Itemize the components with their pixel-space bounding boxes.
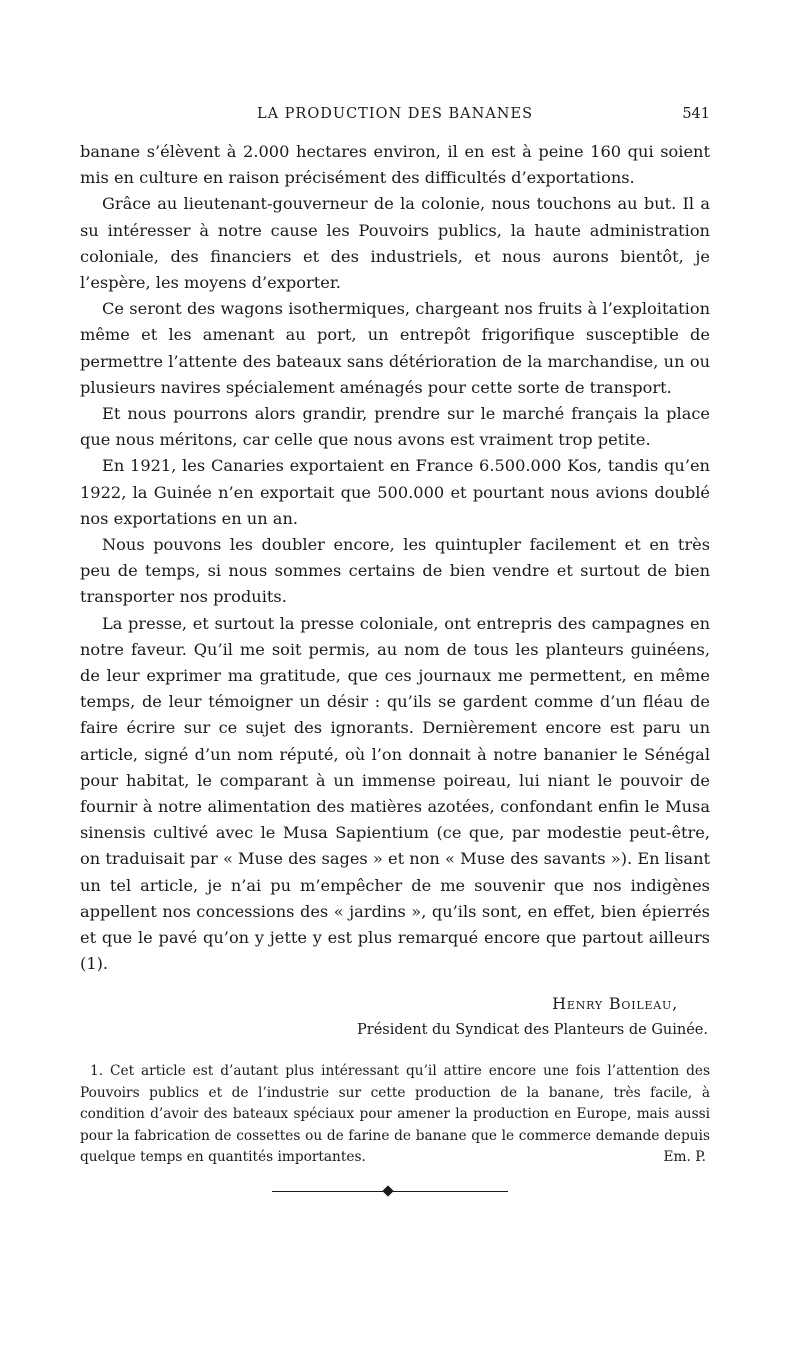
paragraph: banane s’élèvent à 2.000 hectares environ, il en est à peine 160 qui soient mis en culture en raison précisément des difficultés d’exportations. <box>80 142 710 188</box>
running-title: LA PRODUCTION DES BANANES <box>256 106 534 122</box>
paragraph: En 1921, les Canaries exportaient en France 6.500.000 Kos, tandis qu’en 1922, la Guinée n’en exportait que 500.000 et pourtant nous avions doublé nos exportations en un an. <box>80 456 710 528</box>
footnote <box>80 1061 710 1169</box>
running-header <box>80 106 710 128</box>
paragraph: La presse, et surtout la presse coloniale, ont entrepris des campagnes en notre faveur. Qu’il me soit permis, au nom de tous les planteurs guinéens, de leur exprimer ma gratitude, que ces journaux me permettent, en même temps, de leur témoigner un désir : qu’ils se gardent comme d’un fléau de faire écrire sur ce sujet des ignorants. Dernièrement encore est paru un article, signé d’un nom réputé, où l’on donnait à notre bananier le Sénégal pour habitat, le comparant à un immense poireau, lui niant le pouvoir de fournir à notre alimentation des matières azotées, confondant enfin le Musa sinensis cultivé avec le Musa Sapientium (ce que, par modestie peut-être, on traduisait par « Muse des sages » et non « Muse des savants »). En lisant un tel article, je n’ai pu m’empêcher de me souvenir que nos indigènes appellent nos concessions des « jardins », qu’ils sont, en effet, bien épierrés et que le pavé qu’on y jette y est plus remarqué encore que partout ailleurs (1). <box>80 613 710 974</box>
footnote-text: 1. Cet article est d’autant plus intéressant qu’il attire encore une fois l’attention des Pouvoirs publics et de l’industrie sur cette production de la banane, très facile, à condition d’avoir des bateaux spéciaux pour amener la production en Europe, mais aussi pour la fabrication de cossettes ou de farine de banane que le commerce demande depuis quelque temps en quantités importantes. <box>80 1063 710 1166</box>
paragraph: Ce seront des wagons isothermiques, chargeant nos fruits à l’exploitation même et les amenant au port, un entrepôt frigorifique susceptible de permettre l’attente des bateaux sans détérioration de la marchandise, un ou plusieurs navires spécialement aménagés pour cette sorte de transport. <box>80 299 710 397</box>
author-title: Président du Syndicat des Planteurs de Guinée. <box>357 1022 708 1038</box>
author-name: Henry Boileau, <box>552 994 678 1013</box>
body-text <box>80 139 710 978</box>
diamond-ornament-icon <box>382 1185 393 1196</box>
paragraph: Nous pouvons les doubler encore, les quintupler facilement et en très peu de temps, si nous sommes certains de bien vendre et surtout de bien transporter nos produits. <box>80 535 710 607</box>
footnote-signature: Em. P. <box>663 1149 706 1166</box>
page-number: 541 <box>682 106 710 122</box>
section-divider <box>272 1186 508 1198</box>
paragraph: Et nous pourrons alors grandir, prendre sur le marché français la place que nous méritons, car celle que nous avons est vraiment trop petite. <box>80 404 710 450</box>
signature-block <box>80 990 710 1044</box>
paragraph: Grâce au lieutenant-gouverneur de la colonie, nous touchons au but. Il a su intéresser à notre cause les Pouvoirs publics, la haute administration coloniale, des financiers et des industriels, et nous aurons bientôt, je l’espère, les moyens d’exporter. <box>80 194 710 293</box>
